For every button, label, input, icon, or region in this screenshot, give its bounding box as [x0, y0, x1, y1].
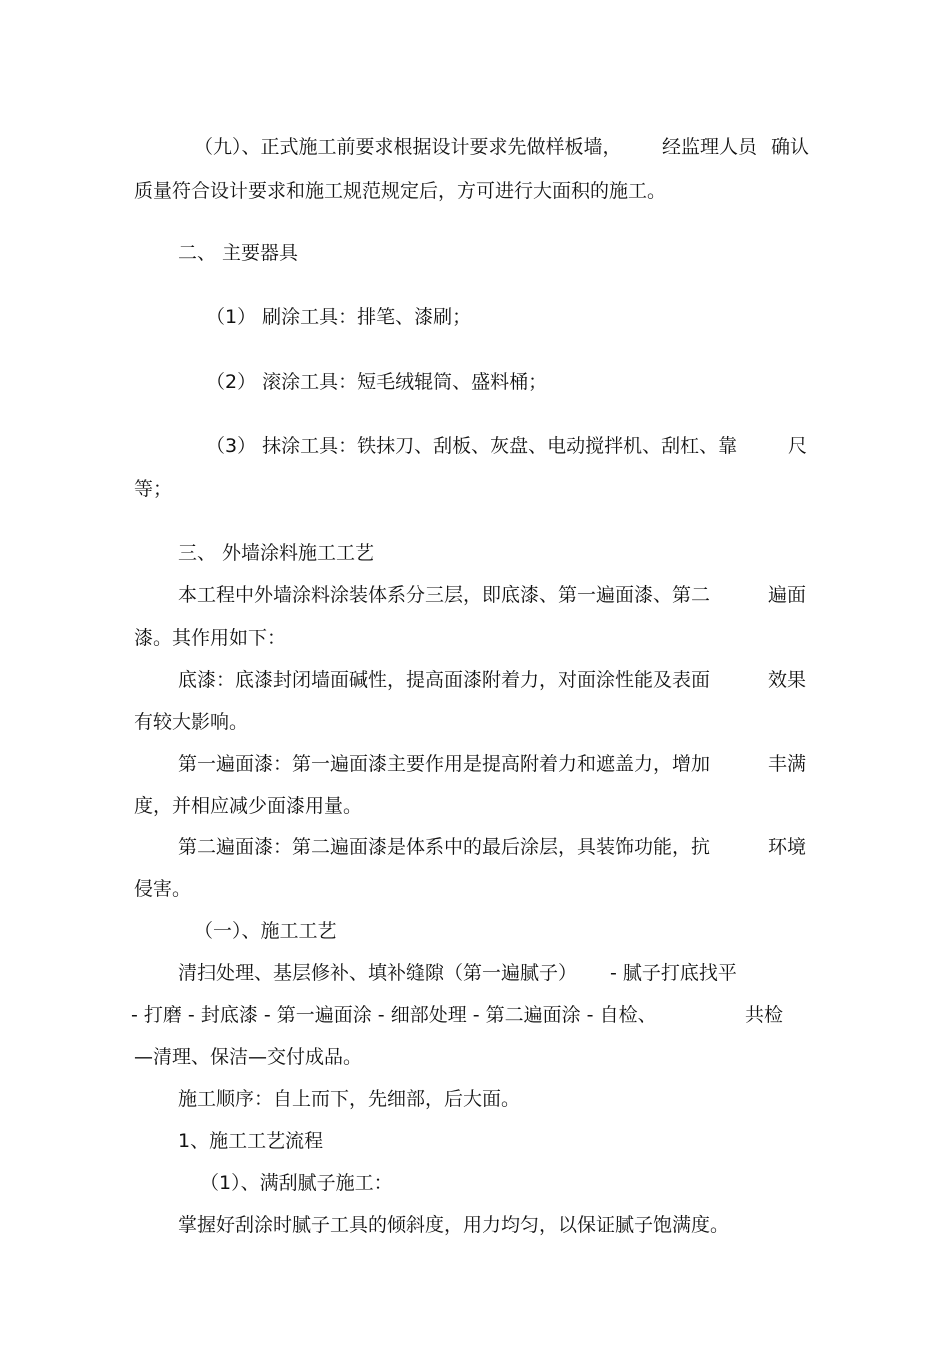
flow-heading: 1、施工工艺流程 — [178, 1130, 324, 1152]
coat1-line1: 第一遍面漆：第一遍面漆主要作用是提高附着力和遮盖力，增加 — [178, 753, 711, 775]
process-line3: —清理、保洁—交付成品。 — [134, 1046, 363, 1068]
coat1-line2: 度，并相应减少面漆用量。 — [134, 795, 363, 817]
primer-line1: 底漆：底漆封闭墙面碱性，提高面漆附着力，对面涂性能及表面 — [178, 669, 711, 691]
paragraph-9-line1-b: 经监理人员 — [662, 136, 758, 158]
section-heading-process: 三、 外墙涂料施工工艺 — [178, 542, 375, 564]
intro-line2: 漆。其作用如下： — [134, 627, 287, 649]
process-line1-b: - 腻子打底找平 — [610, 962, 737, 984]
paragraph-9-line2: 质量符合设计要求和施工规范规定后，方可进行大面积的施工。 — [134, 180, 667, 202]
putty-text: 掌握好刮涂时腻子工具的倾斜度，用力均匀，以保证腻子饱满度。 — [178, 1214, 730, 1236]
section-heading-tools: 二、 主要器具 — [178, 242, 299, 264]
coat2-line1: 第二遍面漆：第二遍面漆是体系中的最后涂层，具装饰功能，抗 — [178, 836, 711, 858]
tool-item-2: （2） 滚涂工具：短毛绒辊筒、盛料桶； — [206, 371, 548, 393]
coat1-line1-b: 丰满 — [768, 753, 807, 775]
process-line2: - 打磨 - 封底漆 - 第一遍面涂 - 细部处理 - 第二遍面涂 - 自检、 — [131, 1004, 657, 1026]
tool-item-3-line1-b: 尺 — [788, 435, 808, 457]
putty-heading: （1）、满刮腻子施工： — [200, 1172, 393, 1194]
coat2-line1-b: 环境 — [768, 836, 807, 858]
primer-line2: 有较大影响。 — [134, 711, 249, 733]
intro-line1: 本工程中外墙涂料涂装体系分三层，即底漆、第一遍面漆、第二 — [178, 584, 711, 606]
intro-line1-b: 遍面 — [768, 584, 807, 606]
coat2-line2: 侵害。 — [134, 878, 192, 900]
primer-line1-b: 效果 — [768, 669, 807, 691]
process-line2-b: 共检 — [745, 1004, 784, 1026]
paragraph-9-line1: （九）、正式施工前要求根据设计要求先做样板墙， — [194, 136, 622, 158]
subsection-heading: （一）、施工工艺 — [194, 920, 337, 942]
tool-item-3-line1: （3） 抹涂工具：铁抹刀、刮板、灰盘、电动搅拌机、刮杠、靠 — [206, 435, 738, 457]
tool-item-3-line2: 等； — [134, 478, 173, 500]
tool-item-1: （1） 刷涂工具：排笔、漆刷； — [206, 306, 472, 328]
process-line1: 清扫处理、基层修补、填补缝隙（第一遍腻子） — [178, 962, 578, 984]
order-line: 施工顺序：自上而下，先细部，后大面。 — [178, 1088, 521, 1110]
paragraph-9-line1-c: 确认 — [771, 136, 810, 158]
